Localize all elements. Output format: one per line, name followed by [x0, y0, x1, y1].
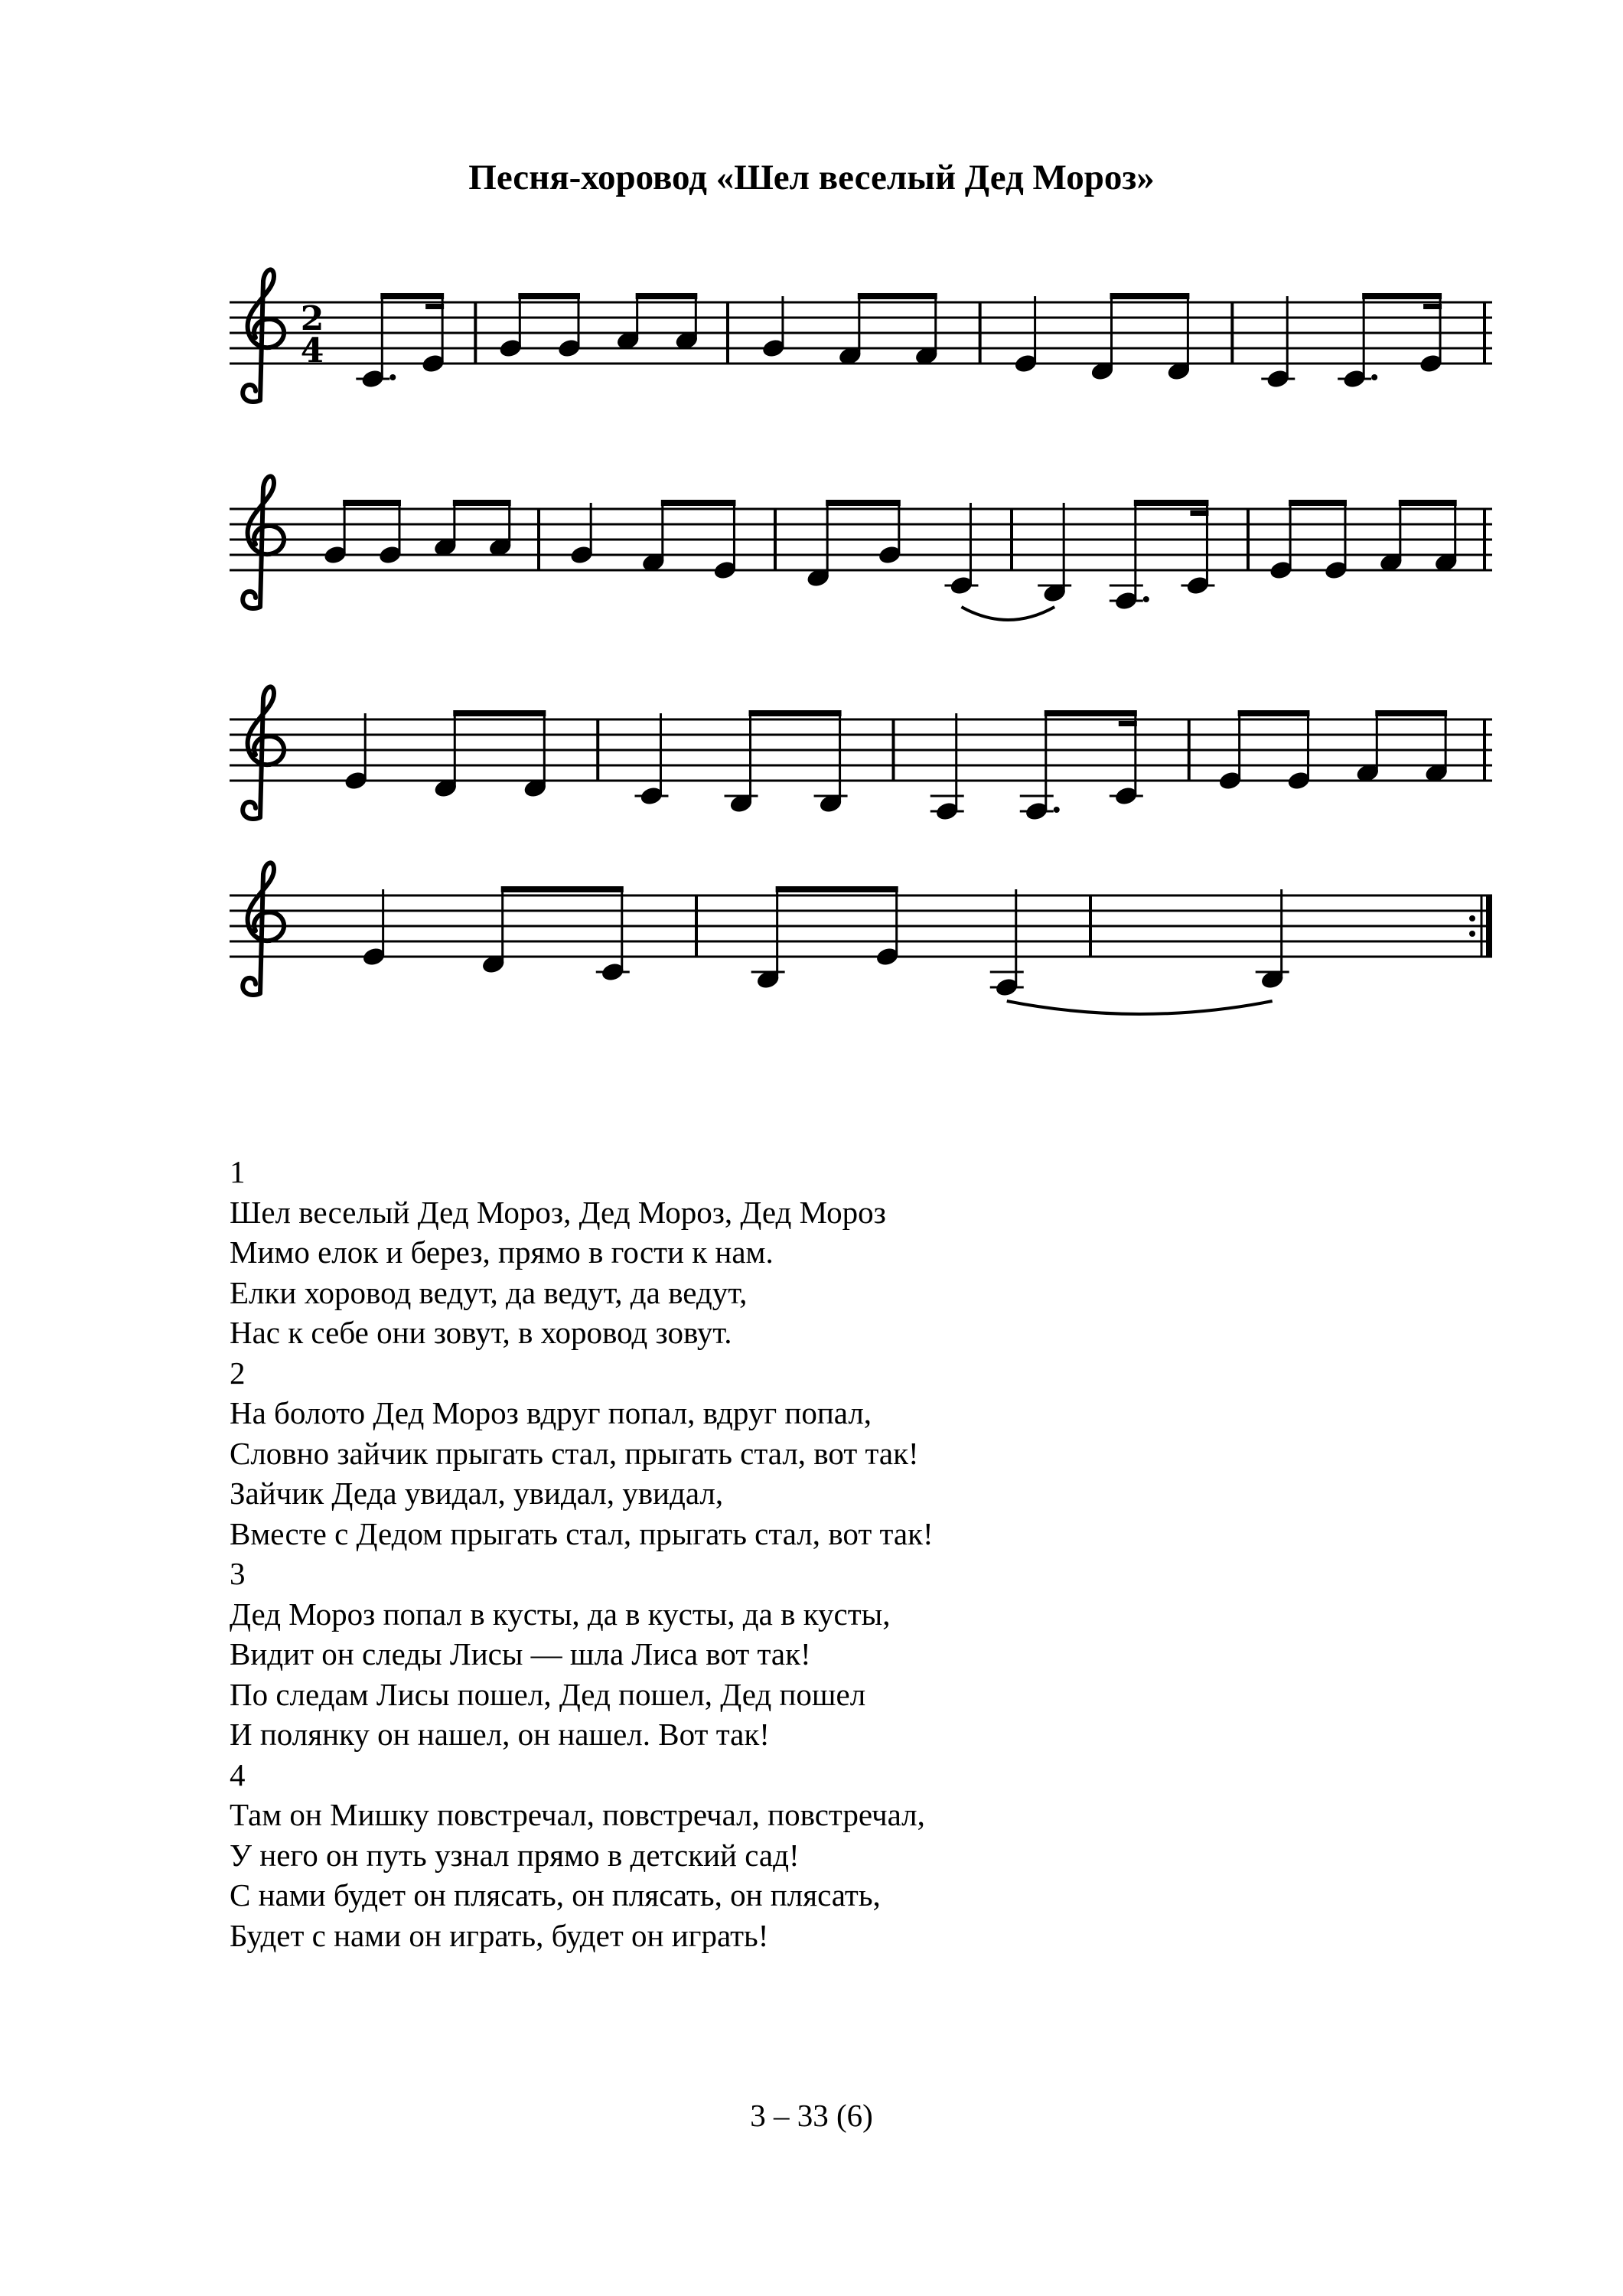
page-number: 3 – 33 (6) [750, 2098, 873, 2133]
verse-line: Видит он следы Лисы — шла Лиса вот так! [230, 1636, 811, 1671]
sixteenth-beam [1190, 510, 1208, 516]
verse-number: 4 [230, 1756, 246, 1792]
final-barline [1486, 895, 1492, 957]
verse-line: Там он Мишку повстречал, повстречал, повстречал, [230, 1797, 925, 1832]
sixteenth-beam [1119, 721, 1137, 726]
verse-line: Будет с нами он играть, будет он играть! [230, 1917, 769, 1953]
note-dot [1371, 374, 1377, 380]
time-signature-top: 2 [300, 299, 324, 338]
beam [1238, 710, 1310, 716]
verse-line: Словно зайчик прыгать стал, прыгать стал, вот так! [230, 1435, 919, 1471]
beam [1362, 293, 1442, 299]
verse-number: 2 [230, 1355, 246, 1391]
beam [636, 293, 698, 299]
verse-line: Шел веселый Дед Мороз, Дед Мороз, Дед Мороз [230, 1194, 886, 1230]
beam [749, 710, 842, 716]
tie [1007, 1001, 1273, 1014]
verse-number: 3 [230, 1556, 246, 1591]
verse-line: Дед Мороз попал в кусты, да в кусты, да в кусты, [230, 1596, 891, 1632]
beam [1399, 500, 1457, 506]
verse-line: Елки хоровод ведут, да ведут, да ведут, [230, 1274, 748, 1310]
repeat-dot [1469, 915, 1475, 921]
note-dot [1054, 807, 1060, 813]
treble-clef [243, 269, 284, 402]
sixteenth-beam [425, 304, 444, 309]
staff-system-1 [230, 256, 1492, 417]
verse-number: 1 [230, 1154, 246, 1189]
beam [380, 293, 444, 299]
beam [501, 886, 624, 892]
treble-clef [243, 476, 284, 608]
page-title: Песня-хоровод «Шел веселый Дед Мороз» [468, 158, 1155, 197]
staff-system-4 [230, 850, 1492, 1010]
beam [518, 293, 580, 299]
note-dot [1143, 596, 1149, 602]
verse-line: На болото Дед Мороз вдруг попал, вдруг попал, [230, 1395, 872, 1430]
note-dot [389, 374, 396, 380]
treble-clef [243, 687, 284, 819]
verse-line: Зайчик Деда увидал, увидал, увидал, [230, 1476, 724, 1511]
verse-line: И полянку он нашел, он нашел. Вот так! [230, 1717, 770, 1752]
beam [453, 710, 546, 716]
verse-line: У него он путь узнал прямо в детский сад! [230, 1837, 800, 1873]
verse-line: Нас к себе они зовут, в хоровод зовут. [230, 1315, 732, 1350]
treble-clef [243, 863, 284, 995]
beam [1110, 293, 1189, 299]
tie [961, 607, 1054, 620]
beam [1375, 710, 1447, 716]
time-signature-bottom: 4 [300, 331, 324, 370]
verse-line: Вместе с Дедом прыгать стал, прыгать стал, вот так! [230, 1515, 934, 1551]
repeat-dot [1469, 931, 1475, 937]
beam [858, 293, 937, 299]
verse-line: Мимо елок и берез, прямо в гости к нам. [230, 1234, 774, 1270]
beam [826, 500, 901, 506]
staff-system-2 [230, 463, 1492, 624]
sixteenth-beam [1423, 304, 1442, 309]
beam [776, 886, 898, 892]
staff-system-3 [230, 673, 1492, 834]
verse-line: По следам Лисы пошел, Дед пошел, Дед пошел [230, 1676, 866, 1712]
beam [661, 500, 736, 506]
beam [453, 500, 511, 506]
beam [1289, 500, 1347, 506]
beam [1045, 710, 1137, 716]
lyrics [230, 1152, 934, 1955]
beam [343, 500, 401, 506]
verse-line: С нами будет он плясать, он плясать, он плясать, [230, 1877, 881, 1913]
beam [1134, 500, 1209, 506]
